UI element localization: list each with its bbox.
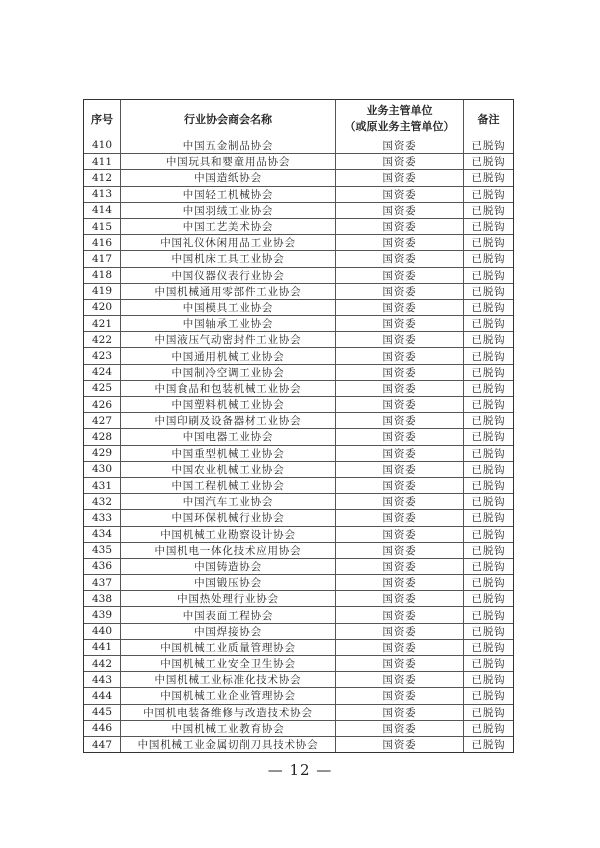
cell-name: 中国羽绒工业协会 (120, 203, 335, 218)
table-row (84, 542, 513, 558)
table-row (84, 655, 513, 671)
table-row (84, 639, 513, 655)
cell-note: 已脱钩 (463, 332, 513, 347)
cell-dept: 国资委 (335, 640, 463, 655)
cell-note: 已脱钩 (463, 137, 513, 153)
cell-seq: 431 (91, 479, 113, 492)
cell-seq: 411 (91, 155, 113, 168)
page-number: — 12 — (267, 761, 333, 779)
cell-seq: 426 (91, 398, 113, 411)
cell-seq: 439 (91, 609, 113, 622)
cell-note: 已脱钩 (463, 381, 513, 396)
cell-name: 中国轻工机械协会 (120, 187, 335, 202)
cell-dept: 国资委 (335, 316, 463, 331)
header-dept (335, 100, 463, 137)
cell-note: 已脱钩 (463, 591, 513, 606)
cell-note: 已脱钩 (463, 268, 513, 283)
cell-note: 已脱钩 (463, 575, 513, 590)
cell-seq: 414 (91, 204, 113, 217)
table-row (84, 493, 513, 509)
cell-dept: 国资委 (335, 672, 463, 687)
header-dept-line2: （或原业务主管单位） (344, 119, 455, 133)
cell-name: 中国机械工业质量管理协会 (120, 640, 335, 655)
cell-note: 已脱钩 (463, 348, 513, 363)
table-row (84, 720, 513, 736)
cell-dept: 国资委 (335, 656, 463, 671)
cell-name: 中国食品和包装机械工业协会 (120, 381, 335, 396)
cell-seq: 437 (91, 576, 113, 589)
cell-seq: 415 (91, 220, 113, 233)
cell-note: 已脱钩 (463, 300, 513, 315)
cell-note: 已脱钩 (463, 527, 513, 542)
cell-name: 中国铸造协会 (120, 559, 335, 574)
table-row (84, 202, 513, 218)
cell-dept: 国资委 (335, 154, 463, 169)
cell-seq: 444 (91, 689, 113, 702)
table-row (84, 299, 513, 315)
cell-name: 中国轴承工业协会 (120, 316, 335, 331)
cell-dept: 国资委 (335, 203, 463, 218)
cell-name: 中国印刷及设备器材工业协会 (120, 413, 335, 428)
cell-dept: 国资委 (335, 268, 463, 283)
cell-name: 中国玩具和婴童用品协会 (120, 154, 335, 169)
cell-seq: 412 (91, 171, 113, 184)
cell-dept: 国资委 (335, 137, 463, 153)
cell-dept: 国资委 (335, 607, 463, 622)
cell-note: 已脱钩 (463, 737, 513, 752)
cell-dept: 国资委 (335, 251, 463, 266)
cell-dept: 国资委 (335, 381, 463, 396)
table-row (84, 283, 513, 299)
cell-seq: 435 (91, 544, 113, 557)
cell-dept: 国资委 (335, 494, 463, 509)
cell-seq: 427 (91, 414, 113, 427)
cell-note: 已脱钩 (463, 413, 513, 428)
cell-note: 已脱钩 (463, 624, 513, 639)
cell-seq: 423 (91, 350, 113, 363)
cell-note: 已脱钩 (463, 656, 513, 671)
cell-seq: 424 (91, 366, 113, 379)
cell-note: 已脱钩 (463, 365, 513, 380)
table-row (84, 412, 513, 428)
cell-seq: 419 (91, 285, 113, 298)
cell-dept: 国资委 (335, 170, 463, 185)
cell-seq: 441 (91, 641, 113, 654)
cell-dept: 国资委 (335, 462, 463, 477)
header-seq: 序号 (91, 112, 113, 126)
table-row (84, 461, 513, 477)
table-row (84, 687, 513, 703)
cell-name: 中国工艺美术协会 (120, 219, 335, 234)
cell-dept: 国资委 (335, 543, 463, 558)
cell-note: 已脱钩 (463, 429, 513, 444)
cell-note: 已脱钩 (463, 316, 513, 331)
table-row (84, 477, 513, 493)
table-row (84, 153, 513, 169)
table-row (84, 428, 513, 444)
header-note: 备注 (463, 100, 513, 137)
cell-dept: 国资委 (335, 478, 463, 493)
cell-name: 中国机械工业标准化技术协会 (120, 672, 335, 687)
cell-note: 已脱钩 (463, 203, 513, 218)
cell-dept: 国资委 (335, 332, 463, 347)
table-row (84, 623, 513, 639)
cell-seq: 422 (91, 333, 113, 346)
cell-note: 已脱钩 (463, 478, 513, 493)
cell-name: 中国锻压协会 (120, 575, 335, 590)
table-row (84, 380, 513, 396)
cell-name: 中国电器工业协会 (120, 429, 335, 444)
table-row (84, 704, 513, 720)
cell-name: 中国汽车工业协会 (120, 494, 335, 509)
cell-seq: 428 (91, 430, 113, 443)
cell-dept: 国资委 (335, 219, 463, 234)
table-row (84, 218, 513, 234)
cell-dept: 国资委 (335, 365, 463, 380)
table-row (84, 331, 513, 347)
table-row (84, 315, 513, 331)
cell-note: 已脱钩 (463, 543, 513, 558)
table-row (84, 736, 513, 752)
cell-dept: 国资委 (335, 688, 463, 703)
cell-name: 中国机械工业企业管理协会 (120, 688, 335, 703)
table-row (84, 250, 513, 266)
cell-name: 中国重型机械工业协会 (120, 446, 335, 461)
cell-dept: 国资委 (335, 235, 463, 250)
cell-note: 已脱钩 (463, 688, 513, 703)
cell-note: 已脱钩 (463, 219, 513, 234)
cell-seq: 417 (91, 252, 113, 265)
cell-dept: 国资委 (335, 575, 463, 590)
cell-note: 已脱钩 (463, 721, 513, 736)
cell-note: 已脱钩 (463, 397, 513, 412)
table-row (84, 267, 513, 283)
cell-seq: 445 (91, 706, 113, 719)
cell-note: 已脱钩 (463, 235, 513, 250)
table-row (84, 186, 513, 202)
cell-seq: 443 (91, 673, 113, 686)
cell-dept: 国资委 (335, 397, 463, 412)
cell-name: 中国五金制品协会 (120, 137, 335, 153)
cell-seq: 433 (91, 511, 113, 524)
cell-dept: 国资委 (335, 591, 463, 606)
cell-seq: 413 (91, 188, 113, 201)
association-table (83, 99, 514, 753)
cell-dept: 国资委 (335, 705, 463, 720)
cell-name: 中国机床工具工业协会 (120, 251, 335, 266)
table-row (84, 169, 513, 185)
cell-seq: 416 (91, 236, 113, 249)
table-row (84, 558, 513, 574)
cell-name: 中国塑料机械工业协会 (120, 397, 335, 412)
cell-dept: 国资委 (335, 300, 463, 315)
table-row (84, 396, 513, 412)
cell-dept: 国资委 (335, 527, 463, 542)
cell-seq: 410 (91, 139, 113, 152)
cell-seq: 447 (91, 738, 113, 751)
table-body (84, 137, 513, 752)
table-row (84, 347, 513, 363)
table-row (84, 234, 513, 250)
cell-name: 中国机械通用零部件工业协会 (120, 284, 335, 299)
header-dept-line1: 业务主管单位 (366, 103, 433, 117)
cell-name: 中国热处理行业协会 (120, 591, 335, 606)
table-row (84, 590, 513, 606)
cell-seq: 434 (91, 528, 113, 541)
cell-note: 已脱钩 (463, 187, 513, 202)
cell-seq: 440 (91, 625, 113, 638)
cell-name: 中国机电一体化技术应用协会 (120, 543, 335, 558)
cell-name: 中国礼仪休闲用品工业协会 (120, 235, 335, 250)
cell-seq: 425 (91, 382, 113, 395)
cell-name: 中国通用机械工业协会 (120, 348, 335, 363)
table-row (84, 509, 513, 525)
cell-note: 已脱钩 (463, 154, 513, 169)
cell-note: 已脱钩 (463, 446, 513, 461)
table-row (84, 574, 513, 590)
cell-dept: 国资委 (335, 348, 463, 363)
cell-name: 中国焊接协会 (120, 624, 335, 639)
cell-dept: 国资委 (335, 187, 463, 202)
cell-name: 中国工程机械工业协会 (120, 478, 335, 493)
cell-name: 中国机械工业勘察设计协会 (120, 527, 335, 542)
cell-note: 已脱钩 (463, 672, 513, 687)
cell-note: 已脱钩 (463, 705, 513, 720)
cell-name: 中国制冷空调工业协会 (120, 365, 335, 380)
cell-name: 中国仪器仪表行业协会 (120, 268, 335, 283)
cell-name: 中国模具工业协会 (120, 300, 335, 315)
cell-seq: 446 (91, 722, 113, 735)
cell-dept: 国资委 (335, 737, 463, 752)
cell-dept: 国资委 (335, 510, 463, 525)
cell-name: 中国液压气动密封件工业协会 (120, 332, 335, 347)
cell-seq: 430 (91, 463, 113, 476)
cell-dept: 国资委 (335, 721, 463, 736)
cell-note: 已脱钩 (463, 284, 513, 299)
cell-dept: 国资委 (335, 284, 463, 299)
table-row (84, 671, 513, 687)
cell-dept: 国资委 (335, 413, 463, 428)
cell-note: 已脱钩 (463, 462, 513, 477)
cell-note: 已脱钩 (463, 640, 513, 655)
cell-seq: 438 (91, 592, 113, 605)
cell-note: 已脱钩 (463, 251, 513, 266)
cell-name: 中国农业机械工业协会 (120, 462, 335, 477)
cell-seq: 420 (91, 301, 113, 314)
cell-name: 中国机械工业安全卫生协会 (120, 656, 335, 671)
table-row (84, 137, 513, 153)
cell-seq: 429 (91, 447, 113, 460)
cell-seq: 442 (91, 657, 113, 670)
table-row (84, 445, 513, 461)
table-row (84, 364, 513, 380)
cell-seq: 418 (91, 269, 113, 282)
cell-note: 已脱钩 (463, 494, 513, 509)
table-header-row (84, 100, 513, 137)
cell-dept: 国资委 (335, 429, 463, 444)
cell-name: 中国机械工业教育协会 (120, 721, 335, 736)
cell-note: 已脱钩 (463, 510, 513, 525)
cell-seq: 421 (91, 317, 113, 330)
table-row (84, 606, 513, 622)
cell-dept: 国资委 (335, 559, 463, 574)
cell-note: 已脱钩 (463, 170, 513, 185)
cell-name: 中国造纸协会 (120, 170, 335, 185)
cell-note: 已脱钩 (463, 559, 513, 574)
cell-name: 中国机电装备维修与改造技术协会 (120, 705, 335, 720)
cell-name: 中国机械工业金属切削刀具技术协会 (120, 737, 335, 752)
header-name: 行业协会商会名称 (120, 100, 335, 137)
cell-dept: 国资委 (335, 446, 463, 461)
cell-name: 中国环保机械行业协会 (120, 510, 335, 525)
cell-name: 中国表面工程协会 (120, 607, 335, 622)
table-row (84, 526, 513, 542)
cell-seq: 432 (91, 495, 113, 508)
cell-seq: 436 (91, 560, 113, 573)
cell-dept: 国资委 (335, 624, 463, 639)
cell-note: 已脱钩 (463, 607, 513, 622)
